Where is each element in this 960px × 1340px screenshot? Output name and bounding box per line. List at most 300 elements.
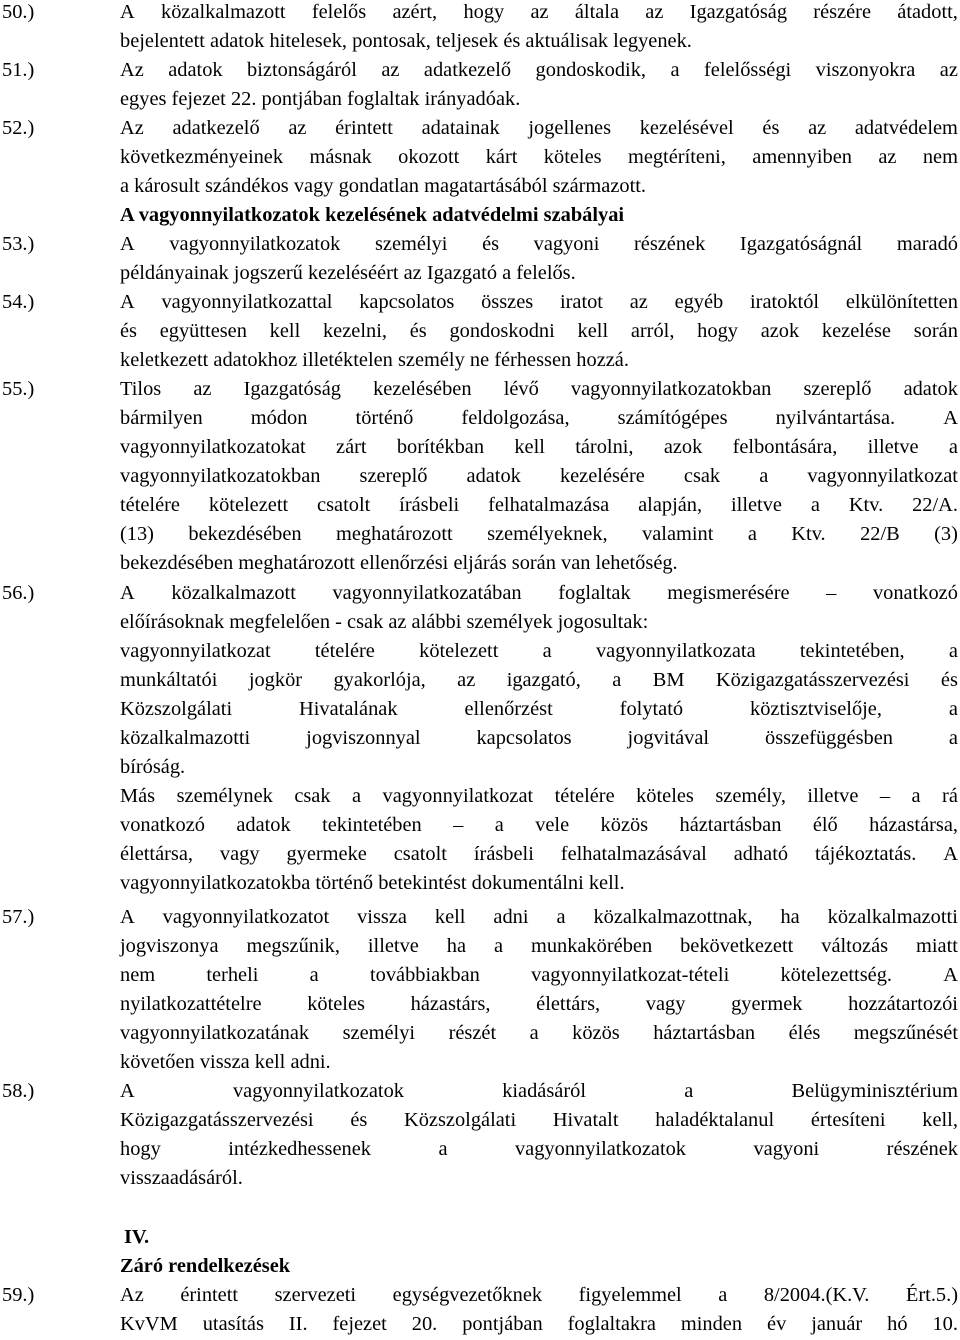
paragraph-text	[120, 1077, 958, 1193]
word: személynek	[176, 785, 273, 807]
word: A	[943, 843, 958, 865]
word: illetve	[731, 494, 782, 516]
paragraph-text	[120, 0, 958, 56]
word: az	[808, 117, 827, 139]
chapter-number: IV.	[124, 1226, 150, 1248]
text-line	[120, 114, 958, 143]
word: kezelésével	[639, 117, 734, 139]
text-line	[120, 230, 958, 259]
word: a	[542, 640, 552, 662]
word: ha	[780, 906, 800, 928]
word: 22/B	[860, 523, 900, 545]
word: adatok	[168, 59, 223, 81]
word: meghatározott	[336, 523, 453, 545]
word: csatolt	[393, 843, 447, 865]
word: arról,	[630, 320, 675, 342]
word: és	[350, 1109, 368, 1131]
text-line	[120, 0, 958, 27]
word: kapcsolatos	[476, 727, 572, 749]
word: és	[482, 233, 500, 255]
word: csak	[683, 465, 721, 487]
word: kárt	[485, 146, 518, 168]
word: jogviszonnyal	[306, 727, 421, 749]
word: nem	[922, 146, 958, 168]
word: továbbiakban	[369, 964, 480, 986]
word: amennyiben	[752, 146, 852, 168]
word: A	[120, 291, 135, 313]
word: felhatalmazásával	[560, 843, 707, 865]
paragraph-number: 58.)	[2, 1080, 35, 1102]
paragraph-text	[120, 114, 958, 201]
text-line: követően vissza kell adni.	[120, 1051, 331, 1073]
word: részének	[633, 233, 706, 255]
word: szervezeti	[274, 1284, 357, 1306]
text-line: keletkezett adatokhoz illetéktelen személy ne férhessen hozzá.	[120, 349, 629, 371]
word: adatok	[466, 465, 521, 487]
word: adatok	[236, 814, 291, 836]
word: BM	[652, 669, 685, 691]
word: igazgató,	[506, 669, 581, 691]
word: minden	[680, 1313, 743, 1335]
word: vissza	[357, 906, 407, 928]
word: személyi	[342, 1022, 416, 1044]
text-line	[120, 404, 958, 433]
word: Ktv.	[791, 523, 826, 545]
word: az	[193, 378, 212, 400]
word: munkáltatói	[120, 669, 218, 691]
word: kezelni,	[322, 320, 387, 342]
word: gyakorlója,	[333, 669, 426, 691]
text-line	[120, 288, 958, 317]
word: az	[288, 117, 307, 139]
word: a	[948, 640, 958, 662]
word: biztonságáról	[247, 59, 357, 81]
word: Igazgatóság	[243, 378, 341, 400]
word: vagyonnyilatkozatokban	[120, 465, 321, 487]
word: számítógépes	[617, 407, 728, 429]
paragraph-text	[120, 288, 958, 375]
word: hogy	[120, 1138, 161, 1160]
word: folytató	[619, 698, 684, 720]
word: vagy	[219, 843, 260, 865]
text-line: egyes fejezet 22. pontjában foglaltak irányadóak.	[120, 88, 521, 110]
word: a	[309, 964, 319, 986]
word: háztartásban	[679, 814, 782, 836]
text-line	[120, 903, 958, 932]
word: kezelése	[821, 320, 891, 342]
word: élő	[812, 814, 838, 836]
word: ha	[446, 935, 467, 957]
text-line	[120, 317, 958, 346]
word: részét	[448, 1022, 497, 1044]
word: a	[810, 494, 820, 516]
word: 8/2004.(K.V.	[763, 1284, 870, 1306]
word: hó	[887, 1313, 908, 1335]
word: A	[120, 582, 135, 604]
word: gyermeke	[286, 843, 367, 865]
word: kezelésére	[559, 465, 645, 487]
word: vagyonnyilatkozatok	[169, 233, 341, 255]
word: kötelezett	[419, 640, 499, 662]
text-line	[120, 1310, 958, 1339]
text-line	[120, 637, 958, 666]
word: illetve	[367, 935, 419, 957]
word: vagyonnyilatkozatának	[120, 1022, 310, 1044]
word: tételére	[314, 640, 375, 662]
word: vagyonnyilatkozata	[595, 640, 756, 662]
word: történő	[355, 407, 414, 429]
word: megismerésére	[667, 582, 790, 604]
word: A	[943, 964, 958, 986]
text-line	[120, 961, 958, 990]
text-line	[120, 1135, 958, 1164]
word: azért,	[392, 1, 438, 23]
word: kapcsolatos	[359, 291, 455, 313]
word: felelősségi	[703, 59, 792, 81]
word: bármilyen	[120, 407, 203, 429]
text-line: bíróság.	[120, 756, 186, 778]
paragraph-number: 56.)	[2, 582, 35, 604]
paragraph-number: 55.)	[2, 378, 35, 400]
word: adatkezelő	[172, 117, 260, 139]
word: a	[747, 523, 757, 545]
word: egységvezetőknek	[392, 1284, 543, 1306]
text-line	[120, 840, 958, 869]
word: fejezet	[332, 1313, 387, 1335]
text-line	[120, 520, 958, 549]
word: személyeknek,	[487, 523, 608, 545]
text-line	[120, 811, 958, 840]
paragraph-number: 52.)	[2, 117, 35, 139]
word: Az	[120, 59, 144, 81]
word: Közszolgálati	[404, 1109, 517, 1131]
word: a	[352, 785, 362, 807]
word: KvVM	[120, 1313, 178, 1335]
word: köteles	[307, 993, 365, 1015]
word: Az	[120, 1284, 144, 1306]
word: illetve	[867, 436, 919, 458]
text-line: bekezdésében meghatározott ellenőrzési eljárás során van lehetőség.	[120, 552, 678, 574]
word: az	[457, 669, 476, 691]
word: foglaltak	[558, 582, 631, 604]
word: 20.	[411, 1313, 438, 1335]
word: közalkalmazott	[171, 582, 296, 604]
word: csatolt	[317, 494, 371, 516]
word: 22/A.	[912, 494, 958, 516]
word: kell	[269, 320, 301, 342]
word: valamint	[642, 523, 714, 545]
word: közalkalmazottnak,	[593, 906, 753, 928]
word: következményeinek	[120, 146, 284, 168]
word: során	[913, 320, 958, 342]
word: tájékoztatás.	[814, 843, 917, 865]
word: vagyoni	[533, 233, 600, 255]
word: A	[120, 1080, 135, 1102]
word: A	[120, 1, 135, 23]
word: intézkedhessenek	[228, 1138, 371, 1160]
paragraph-number: 57.)	[2, 906, 35, 928]
word: –	[879, 785, 891, 807]
word: feldolgozása,	[461, 407, 570, 429]
word: a	[670, 59, 680, 81]
word: az	[381, 59, 400, 81]
word: azok	[760, 320, 800, 342]
word: adatvédelem	[854, 117, 958, 139]
word: tárolni,	[575, 436, 634, 458]
word: tekintetében	[322, 814, 422, 836]
word: felbontására,	[732, 436, 838, 458]
word: másnak	[309, 146, 372, 168]
word: írásbeli	[473, 843, 534, 865]
text-line	[120, 666, 958, 695]
word: szereplő	[803, 378, 872, 400]
word: Az	[120, 117, 144, 139]
word: utasítás	[202, 1313, 264, 1335]
section-heading: A vagyonnyilatkozatok kezelésének adatvédelmi szabályai	[120, 204, 625, 226]
word: vagyonnyilatkozat	[382, 785, 534, 807]
word: II.	[288, 1313, 308, 1335]
word: a	[911, 785, 921, 807]
word: kell	[514, 436, 545, 458]
word: személyi	[374, 233, 448, 255]
word: tételére	[554, 785, 615, 807]
word: összes	[481, 291, 534, 313]
word: vagyonnyilatkozat	[120, 640, 271, 662]
word: közalkalmazotti	[827, 906, 958, 928]
word: Tilos	[120, 378, 162, 400]
word: adatok	[903, 378, 958, 400]
word: iratot	[559, 291, 603, 313]
word: Közigazgatásszervezési	[120, 1109, 314, 1131]
word: a	[948, 698, 958, 720]
word: a	[948, 727, 958, 749]
word: házastárs,	[410, 993, 491, 1015]
text-line	[120, 579, 958, 608]
word: közalkalmazotti	[120, 727, 251, 749]
word: kell,	[922, 1109, 958, 1131]
text-line	[120, 1019, 958, 1048]
word: hogy	[463, 1, 505, 23]
word: vagyonnyilatkozatokat	[120, 436, 306, 458]
word: a	[494, 814, 504, 836]
word: gondoskodik,	[535, 59, 647, 81]
word: jogviszonya	[120, 935, 219, 957]
word: alapján,	[638, 494, 703, 516]
word: munkakörében	[530, 935, 653, 957]
word: Hivatalának	[299, 698, 398, 720]
word: az	[629, 291, 648, 313]
word: házastársa,	[869, 814, 958, 836]
word: vagyonnyilatkozatok	[514, 1138, 686, 1160]
word: megtéríteni,	[627, 146, 726, 168]
word: együttesen	[159, 320, 247, 342]
word: adható	[733, 843, 789, 865]
word: közös	[600, 814, 649, 836]
text-line	[120, 695, 958, 724]
word: a	[759, 465, 769, 487]
word: terheli	[206, 964, 259, 986]
word: (13)	[120, 523, 154, 545]
word: viszonyokra	[815, 59, 916, 81]
text-line: vagyonnyilatkozatokba történő betekintést dokumentálni kell.	[120, 872, 625, 894]
text-line	[120, 1077, 958, 1106]
word: lévő	[503, 378, 539, 400]
word: a	[529, 1022, 539, 1044]
word: a	[612, 669, 622, 691]
word: vagyonnyilatkozatában	[332, 582, 522, 604]
paragraph-text	[120, 56, 958, 114]
word: összefüggésben	[765, 727, 893, 749]
text-line: példányainak jogszerű kezeléséért az Igazgató a felelős.	[120, 262, 576, 284]
word: zárt	[336, 436, 367, 458]
word: és	[409, 320, 427, 342]
word: tekintetében,	[799, 640, 905, 662]
word: élettárs,	[536, 993, 601, 1015]
word: A	[120, 233, 135, 255]
word: hozzátartozói	[848, 993, 958, 1015]
word: átadott,	[897, 1, 958, 23]
word: személy,	[715, 785, 786, 807]
text-line	[120, 491, 958, 520]
word: –	[453, 814, 464, 836]
word: vonatkozó	[872, 582, 958, 604]
paragraph-text	[120, 1281, 958, 1339]
word: Közszolgálati	[120, 698, 233, 720]
paragraph-text	[120, 579, 958, 898]
text-line	[120, 932, 958, 961]
word: vagyonnyilatkozattal	[161, 291, 333, 313]
word: adatainak	[421, 117, 500, 139]
paragraph-text	[120, 230, 958, 288]
word: közalkalmazott	[161, 1, 286, 23]
word: köztisztviselője,	[750, 698, 882, 720]
chapter-title: Záró rendelkezések	[120, 1255, 291, 1277]
word: hogy	[697, 320, 738, 342]
word: részére	[813, 1, 872, 23]
text-line	[120, 1281, 958, 1310]
word: bekezdésében	[188, 523, 302, 545]
word: okozott	[398, 146, 460, 168]
word: jogkör	[248, 669, 303, 691]
word: A	[943, 407, 958, 429]
word: bekövetkezett	[680, 935, 794, 957]
word: felelős	[311, 1, 367, 23]
text-line	[120, 56, 958, 85]
word: a	[948, 436, 958, 458]
word: vagyonnyilatkozatot	[162, 906, 330, 928]
word: az	[530, 1, 549, 23]
word: és	[762, 117, 780, 139]
word: Közigazgatásszervezési	[715, 669, 910, 691]
word: az	[939, 59, 958, 81]
word: január	[811, 1313, 863, 1335]
word: csak	[294, 785, 331, 807]
word: gondoskodni	[449, 320, 555, 342]
word: nyilvántartása.	[775, 407, 896, 429]
word: megszűnik,	[246, 935, 340, 957]
word: vagyonnyilatkozat	[807, 465, 958, 487]
word: illetve	[807, 785, 859, 807]
word: írásbeli	[399, 494, 460, 516]
word: vagyonnyilatkozat-tételi	[531, 964, 730, 986]
text-line: a károsult szándékos vagy gondatlan magatartásából származott.	[120, 175, 647, 197]
word: szereplő	[359, 465, 428, 487]
text-line	[120, 433, 958, 462]
paragraph-text	[120, 375, 958, 578]
word: év	[767, 1313, 787, 1335]
word: nem	[120, 964, 156, 986]
word: Belügyminisztérium	[791, 1080, 958, 1102]
word: módon	[250, 407, 308, 429]
text-line: bejelentett adatok hitelesek, pontosak, teljesek és aktuálisak legyenek.	[120, 30, 692, 52]
word: élés	[788, 1022, 821, 1044]
paragraph-number: 51.)	[2, 59, 35, 81]
word: vagyonnyilatkozatok	[232, 1080, 404, 1102]
word: kötelezett	[208, 494, 289, 516]
word: A	[120, 906, 135, 928]
word: iratoktól	[749, 291, 820, 313]
word: érintett	[335, 117, 393, 139]
word: részének	[886, 1138, 958, 1160]
word: vagyoni	[753, 1138, 820, 1160]
word: érintett	[180, 1284, 239, 1306]
text-line	[120, 375, 958, 404]
word: köteles	[543, 146, 602, 168]
word: tételére	[120, 494, 180, 516]
word: vele	[535, 814, 570, 836]
word: élettársa,	[120, 843, 194, 865]
text-line: visszaadásáról.	[120, 1167, 243, 1189]
word: az	[645, 1, 664, 23]
paragraph-number: 54.)	[2, 291, 35, 313]
word: vonatkozó	[120, 814, 205, 836]
word: rá	[942, 785, 958, 807]
word: Ért.5.)	[905, 1284, 958, 1306]
paragraph-number: 50.)	[2, 1, 35, 23]
word: miatt	[916, 935, 958, 957]
word: egyéb	[674, 291, 724, 313]
word: adni	[493, 906, 529, 928]
word: általa	[574, 1, 620, 23]
word: a	[493, 935, 504, 957]
word: kiadásáról	[502, 1080, 586, 1102]
word: közös	[572, 1022, 620, 1044]
word: Igazgatóságnál	[739, 233, 863, 255]
word: jogvitával	[627, 727, 710, 749]
word: ellenőrzést	[464, 698, 553, 720]
text-line	[120, 782, 958, 811]
word: jogellenes	[528, 117, 612, 139]
word: Hivatalt	[552, 1109, 619, 1131]
word: 10.	[932, 1313, 958, 1335]
word: (3)	[934, 523, 958, 545]
text-line	[120, 1106, 958, 1135]
word: vagyonnyilatkozatokban	[570, 378, 772, 400]
word: haladéktalanul	[655, 1109, 775, 1131]
word: maradó	[896, 233, 958, 255]
word: a	[684, 1080, 694, 1102]
word: kell	[434, 906, 466, 928]
word: értesíteni	[810, 1109, 886, 1131]
word: Igazgatóság	[689, 1, 788, 23]
word: adatkezelő	[423, 59, 512, 81]
word: köteles	[636, 785, 694, 807]
word: és	[940, 669, 958, 691]
word: pontjában	[462, 1313, 543, 1335]
word: kötelezettség.	[780, 964, 892, 986]
word: borítékban	[396, 436, 485, 458]
word: az	[878, 146, 897, 168]
